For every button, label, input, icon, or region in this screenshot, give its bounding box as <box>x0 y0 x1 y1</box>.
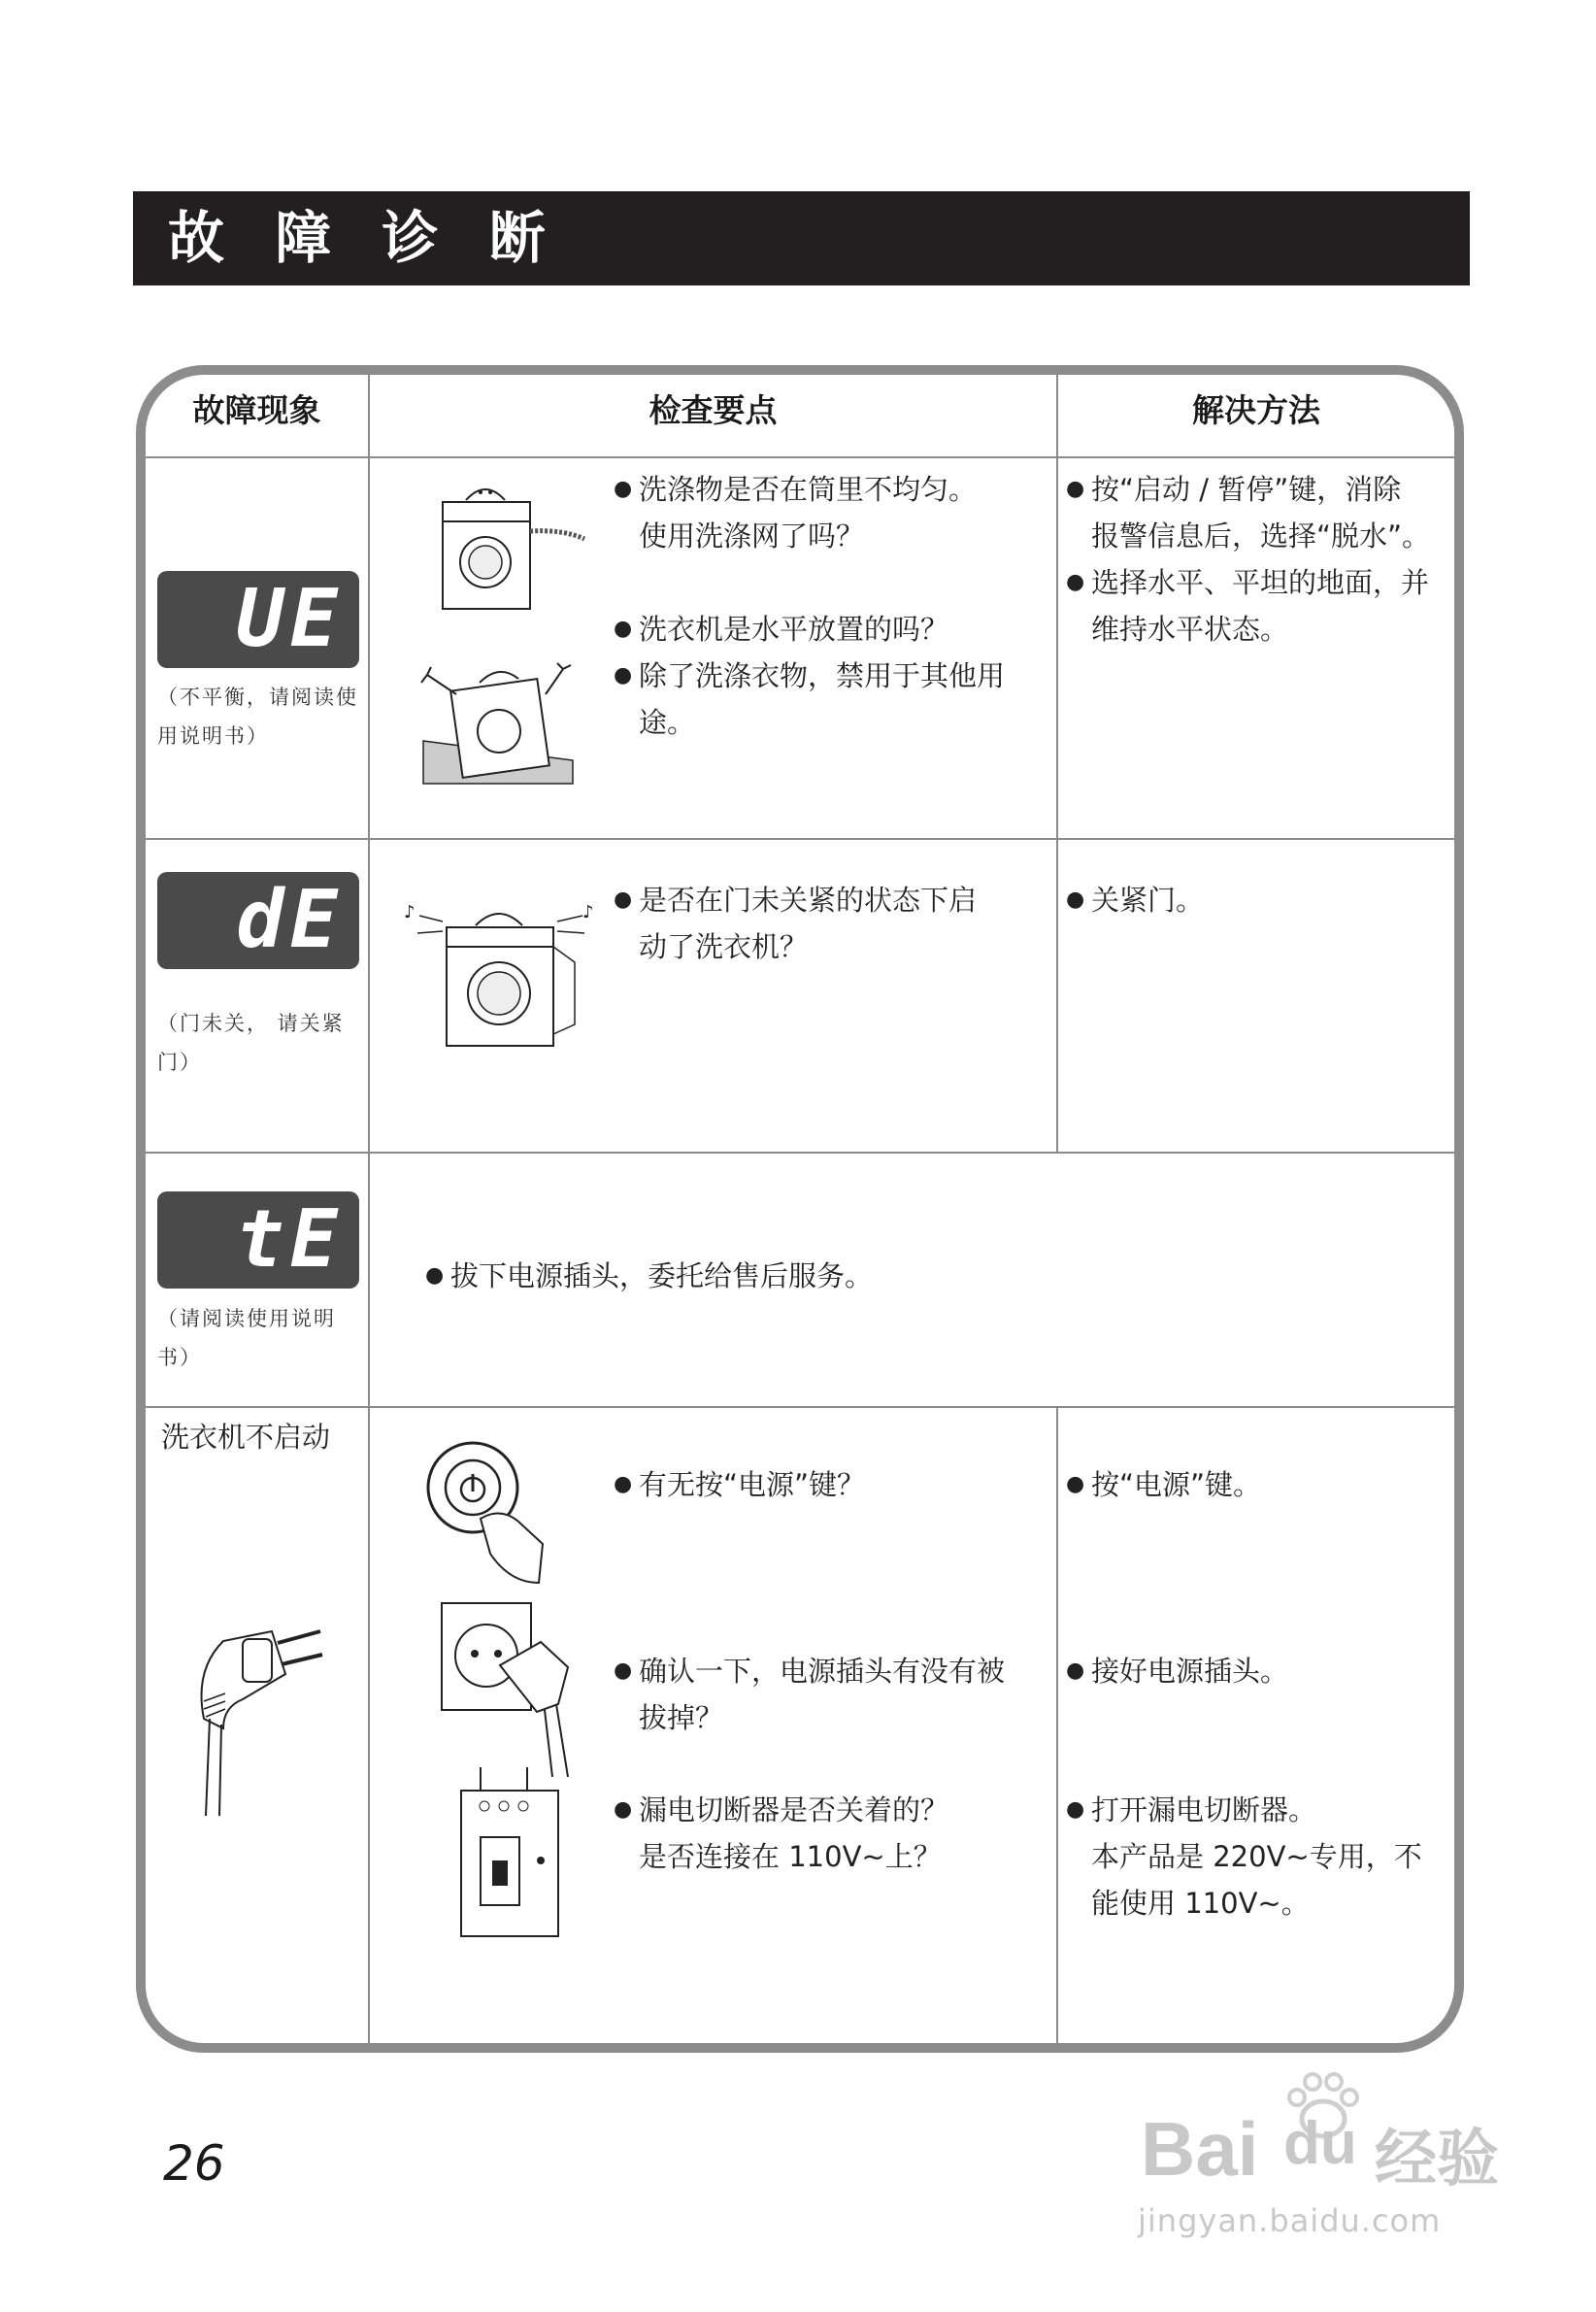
symptom-note: 门） <box>157 1051 202 1074</box>
symptom-note: （请阅读使用说明 <box>157 1307 336 1330</box>
symptom-note: （不平衡，请阅读使 <box>157 686 358 709</box>
solution-item: ● 按“电源”键。 <box>1066 1468 1262 1501</box>
solution-item-cont: 维持水平状态。 <box>1091 613 1289 646</box>
solution-item: ● 按“启动 / 暂停”键，消除 <box>1066 473 1402 506</box>
check-item-cont: 拔掉？ <box>639 1701 724 1734</box>
solution-item-cont: 本产品是 220V~专用，不 <box>1091 1840 1422 1873</box>
check-item: ● 洗涤物是否在筒里不均匀。 <box>614 473 978 506</box>
header-divider <box>146 456 1456 458</box>
solution-item: ● 选择水平、平坦的地面，并 <box>1066 566 1430 599</box>
check-item: ● 是否在门未关紧的状态下启 <box>614 884 978 917</box>
watermark-brand-du: du <box>1283 2110 1357 2177</box>
error-code: dE <box>236 874 344 966</box>
symptom-note: 书） <box>157 1346 202 1369</box>
symptom-text: 洗衣机不启动 <box>161 1421 331 1454</box>
lcd-display-de <box>157 872 359 969</box>
check-item-cont: 途。 <box>639 706 696 739</box>
power-plug-illustration <box>184 1592 330 1816</box>
row-divider-2 <box>146 1152 1456 1154</box>
check-item-cont: 使用洗涤网了吗？ <box>639 519 865 553</box>
watermark-url: jingyan.baidu.com <box>1138 2202 1442 2239</box>
col-divider-1 <box>368 373 370 2045</box>
header-symptom: 故障现象 <box>192 391 321 429</box>
solution-item-cont: 报警信息后，选择“脱水”。 <box>1091 519 1431 553</box>
symptom-note: 用说明书） <box>157 724 269 748</box>
svg-text:♪: ♪ <box>404 902 416 922</box>
combined-check-solution: ● 拔下电源插头，委托给售后服务。 <box>425 1259 874 1292</box>
solution-item: ● 关紧门。 <box>1066 884 1205 917</box>
washer-door-open-illustration <box>398 888 602 1054</box>
check-item: ● 洗衣机是水平放置的吗？ <box>614 613 949 646</box>
header-check: 检查要点 <box>648 391 778 429</box>
check-item-cont: 动了洗衣机？ <box>639 930 809 963</box>
check-item: ● 除了洗涤衣物，禁用于其他用 <box>614 659 1006 692</box>
lcd-display-te <box>157 1191 359 1289</box>
check-item: ● 有无按“电源”键？ <box>614 1468 866 1501</box>
error-code: tE <box>236 1193 344 1286</box>
washer-unbalanced-illustration <box>427 481 592 617</box>
svg-text:♪: ♪ <box>582 902 594 922</box>
watermark-cn: 经验 <box>1375 2124 1499 2195</box>
power-button-illustration <box>422 1437 553 1592</box>
watermark-brand: Bai <box>1141 2106 1259 2192</box>
page-number: 26 <box>163 2135 225 2192</box>
check-item-cont: 是否连接在 110V~上？ <box>639 1840 942 1873</box>
col-divider-2b <box>1056 1406 1058 2045</box>
solution-item: ● 接好电源插头。 <box>1066 1655 1289 1688</box>
row-divider-1 <box>146 838 1456 840</box>
page-title: 故 障 诊 断 <box>168 205 561 271</box>
check-item: ● 漏电切断器是否关着的？ <box>614 1793 949 1826</box>
check-item: ● 确认一下，电源插头有没有被 <box>614 1655 1006 1688</box>
washer-not-level-illustration <box>417 655 582 791</box>
solution-item: ● 打开漏电切断器。 <box>1066 1793 1317 1826</box>
col-divider-2a <box>1056 373 1058 1152</box>
section-title-bar <box>133 191 1470 285</box>
row-divider-3 <box>146 1406 1456 1408</box>
error-code: UE <box>236 573 344 665</box>
lcd-display-ue <box>157 571 359 668</box>
symptom-note: （门未关， 请关紧 <box>157 1012 345 1035</box>
solution-item-cont: 能使用 110V~。 <box>1091 1887 1310 1920</box>
wall-socket-illustration <box>432 1597 587 1777</box>
header-solution: 解决方法 <box>1192 391 1320 429</box>
circuit-breaker-illustration <box>451 1767 578 1942</box>
